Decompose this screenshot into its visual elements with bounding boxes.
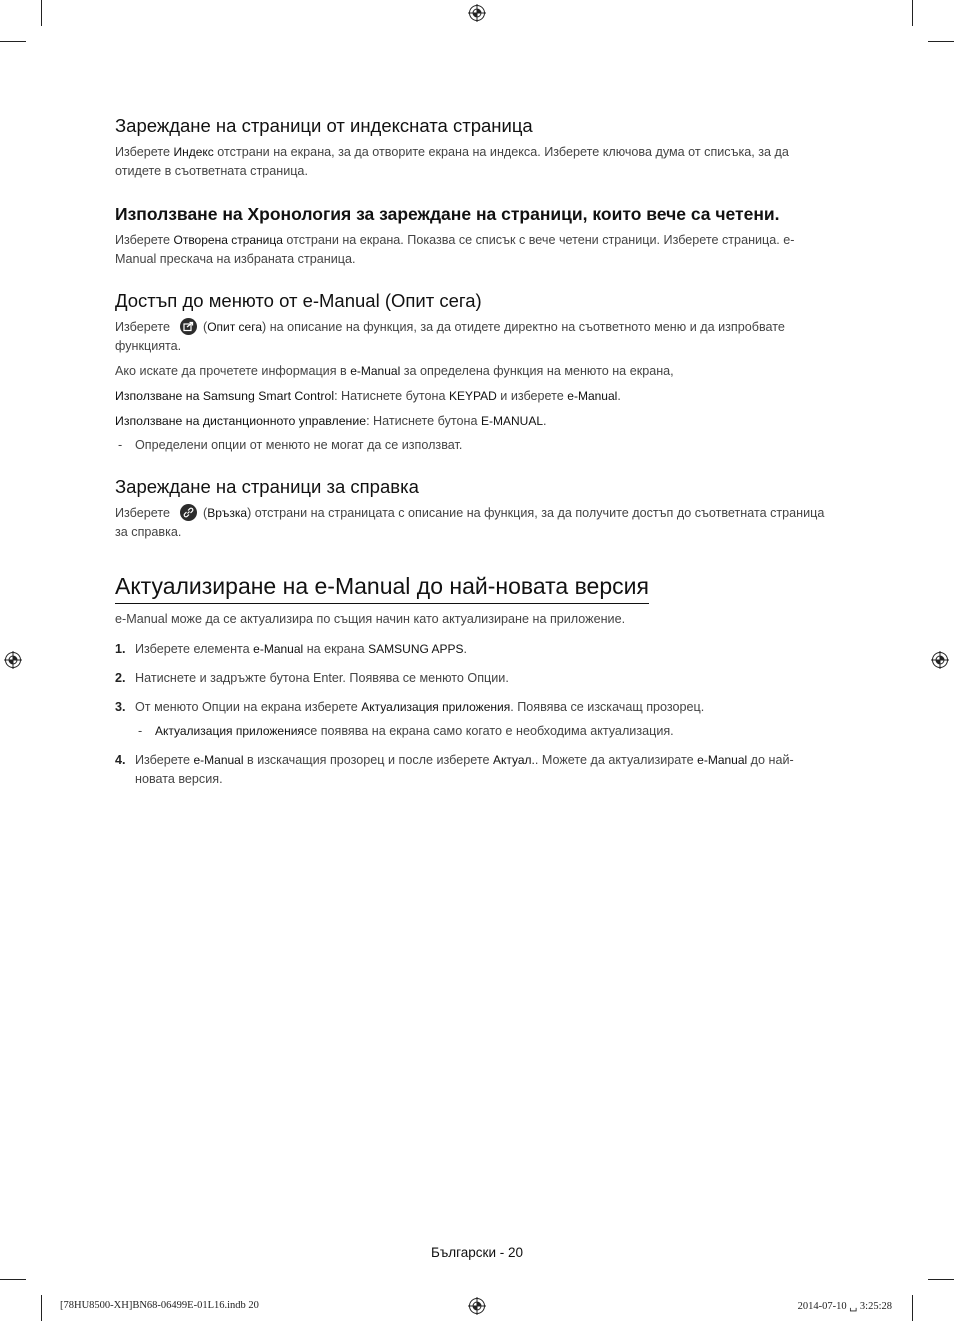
keyword-index: Индекс <box>173 145 214 159</box>
section-body-history: Изберете Отворена страница отстрани на екрана. Показва се списък с вече четени страници. Изберете страница. e-Manual прескача на избраната страница. <box>115 233 795 266</box>
update-step-2: 2. Натиснете и задръжте бутона Enter. Появява се менюто Опции. <box>115 671 509 685</box>
update-step-3-note: - Актуализация приложениясе появява на екрана само когато е необходима актуализация. <box>138 724 674 738</box>
crop-mark-bottom-left-v <box>41 1295 42 1321</box>
section-body-index: Изберете Индекс отстрани на екрана, за да отворите екрана на индекса. Изберете ключова дума от списъка, за да отидете в съответната страница. <box>115 145 789 178</box>
section-heading-try-now: Достъп до менюто от e-Manual (Опит сега) <box>115 290 482 311</box>
try-now-icon[interactable] <box>180 318 197 335</box>
try-now-line-2: Ако искате да прочетете информация в e-Manual за определена функция на менюто на екрана, <box>115 364 674 378</box>
crop-mark-top-right-v <box>912 0 913 26</box>
update-step-3: 3. От менюто Опции на екрана изберете Актуализация приложения. Появява се изскачащ прозорец. <box>115 700 705 714</box>
registration-mark-icon <box>468 4 486 22</box>
section-heading-link: Зареждане на страници за справка <box>115 476 419 497</box>
section-heading-index: Зареждане на страници от индексната страница <box>115 115 533 136</box>
keyword-try-now: Опит сега <box>207 320 263 334</box>
link-icon[interactable] <box>180 504 197 521</box>
try-now-line-4: Използване на дистанционното управление: Натиснете бутона E-MANUAL. <box>115 414 547 428</box>
update-step-1: 1. Изберете елемента e-Manual на екрана SAMSUNG APPS. <box>115 642 468 656</box>
crop-mark-top-right-h <box>928 41 954 42</box>
page-number: Български - 20 <box>430 1245 524 1260</box>
section-body-link: Изберете (Връзка) отстрани на страницата с описание на функция, за да получите достъп до съответната страница за справка. <box>115 506 825 539</box>
keyword-link: Връзка <box>207 506 248 520</box>
crop-mark-top-left-v <box>41 0 42 26</box>
registration-mark-icon <box>4 651 22 669</box>
registration-mark-icon <box>468 1297 486 1315</box>
crop-mark-bottom-right-h <box>928 1279 954 1280</box>
section-body-try-now: Изберете (Опит сега) на описание на функция, за да отидете директно на съответното меню и да изпробвате функцията. <box>115 320 785 353</box>
print-slug-right: 2014-07-10 ␣ 3:25:28 <box>797 1301 892 1312</box>
crop-mark-bottom-right-v <box>912 1295 913 1321</box>
keyword-open-page: Отворена страница <box>173 233 283 247</box>
print-slug-left: [78HU8500-XH]BN68-06499E-01L16.indb 20 <box>60 1300 259 1311</box>
try-now-line-3: Използване на Samsung Smart Control: Натиснете бутона KEYPAD и изберете e-Manual. <box>115 389 621 403</box>
section-heading-history: Използване на Хронология за зареждане на страници, които вече са четени. <box>115 204 780 224</box>
update-intro: e-Manual може да се актуализира по същия начин като актуализиране на приложение. <box>115 612 626 626</box>
update-title: Актуализиране на e-Manual до най-новата версия <box>115 571 649 604</box>
registration-mark-icon <box>931 651 949 669</box>
try-now-note: - Определени опции от менюто не могат да се използват. <box>118 438 463 452</box>
crop-mark-top-left-h <box>0 41 26 42</box>
crop-mark-bottom-left-h <box>0 1279 26 1280</box>
update-step-4: 4. Изберете e-Manual в изскачащия прозорец и после изберете Актуал.. Можете да актуализирате e-Manual до най-новата версия. <box>115 753 794 786</box>
